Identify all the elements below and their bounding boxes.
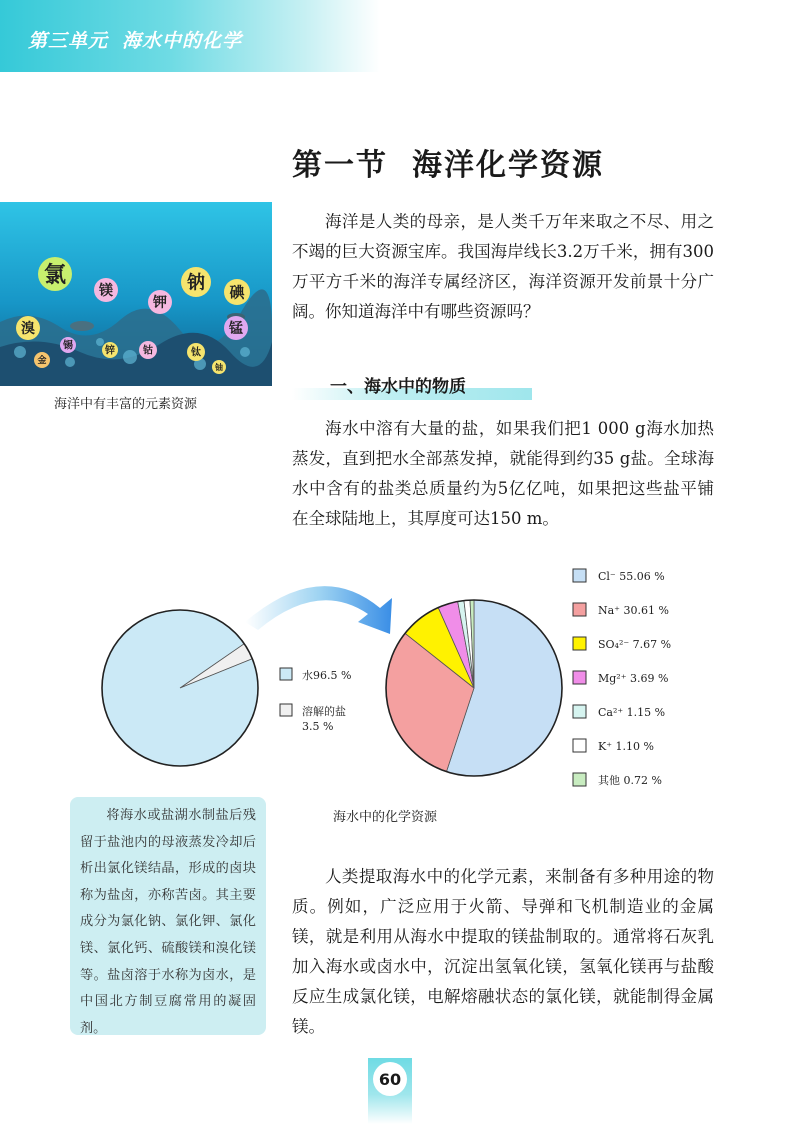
legend-water-salt (280, 668, 351, 733)
legend-label: 水96.5 % (302, 669, 352, 682)
legend-label: 3.5 % (302, 720, 334, 733)
magnesium-paragraph: 人类提取海水中的化学元素，来制备有多种用途的物质。例如，广泛应用于火箭、导弹和飞机制造业的金属镁，就是利用从海水中提取的镁盐制取的。通常将石灰乳加入海水或卤水中，沉淀出氢氧化镁，氢氧化镁再与盐酸反应生成氯化镁，电解熔融状态的氯化镁，就能制得金属镁。 (292, 867, 714, 1036)
pie-ions (386, 600, 562, 776)
legend-swatch (573, 671, 586, 684)
section-name: 海洋化学资源 (412, 148, 604, 183)
legend-label: Na⁺ 30.61 % (598, 604, 669, 617)
subsection-heading (292, 372, 532, 400)
unit-number: 第三单元 (28, 30, 109, 52)
legend-label: Ca²⁺ 1.15 % (598, 706, 666, 719)
element-label: 铀 (215, 362, 223, 372)
legend-label: K⁺ 1.10 % (598, 740, 654, 753)
element-label: 钛 (191, 347, 201, 359)
seawater-paragraph: 海水中溶有大量的盐，如果我们把1 000 g海水加热蒸发，直到把水全部蒸发掉，就能得到约35 g盐。全球海水中含有的盐类总质量约为5亿亿吨，如果把这些盐平铺在全球陆地上，其厚度可达150 m。 (292, 419, 714, 528)
unit-header (28, 26, 256, 53)
element-label: 氯 (43, 262, 67, 288)
element-label: 钠 (187, 272, 205, 294)
legend-swatch (280, 668, 292, 680)
legend-swatch (573, 705, 586, 718)
element-label: 金 (37, 356, 47, 367)
page-number: 60 (373, 1062, 407, 1096)
legend-label: Cl⁻ 55.06 % (598, 570, 665, 583)
element-label: 锌 (105, 345, 115, 357)
intro-paragraph: 海洋是人类的母亲，是人类千万年来取之不尽、用之不竭的巨大资源宝库。我国海岸线长3.2万千米，拥有300万平方千米的海洋专属经济区，海洋资源开发前景十分广阔。你知道海洋中有哪些资源吗？ (292, 212, 714, 321)
element-label: 溴 (21, 321, 35, 338)
ocean-elements-photo (0, 202, 272, 386)
legend-label: 其他 0.72 % (598, 774, 662, 787)
element-label: 钾 (153, 295, 167, 312)
legend-swatch (573, 739, 586, 752)
side-note-text: 将海水或盐湖水制盐后残留于盐池内的母液蒸发冷却后析出氯化镁结晶，形成的卤块称为盐卤，亦称苦卤。其主要成分为氯化钠、氯化钾、氯化镁、氯化钙、硫酸镁和溴化镁等。盐卤溶于水称为卤水，是中国北方制豆腐常用的凝固剂。 (80, 808, 256, 1036)
legend-swatch (573, 637, 586, 650)
legend-swatch (573, 569, 586, 582)
legend-label: Mg²⁺ 3.69 % (598, 672, 669, 685)
side-note (70, 797, 266, 1035)
arrow-icon (245, 586, 392, 634)
element-label: 钴 (143, 345, 153, 357)
element-label: 碘 (229, 283, 245, 302)
element-label: 镁 (99, 283, 113, 300)
seawater-pie-charts (0, 550, 800, 810)
subsection-title: 一、海水中的物质 (330, 377, 466, 397)
legend-label: 溶解的盐 (302, 705, 346, 718)
legend-label: SO₄²⁻ 7.67 % (598, 638, 672, 651)
section-number: 第一节 (292, 148, 388, 183)
section-title (292, 140, 604, 184)
legend-swatch (573, 773, 586, 786)
unit-title: 海水中的化学 (122, 30, 243, 52)
element-label: 锰 (229, 321, 243, 338)
legend-ions (573, 569, 671, 787)
chart-caption: 海水中的化学资源 (333, 810, 438, 825)
element-label: 锡 (63, 340, 73, 352)
photo-caption: 海洋中有丰富的元素资源 (54, 397, 198, 412)
legend-swatch (573, 603, 586, 616)
legend-swatch (280, 704, 292, 716)
pie-water-salt (102, 610, 258, 766)
